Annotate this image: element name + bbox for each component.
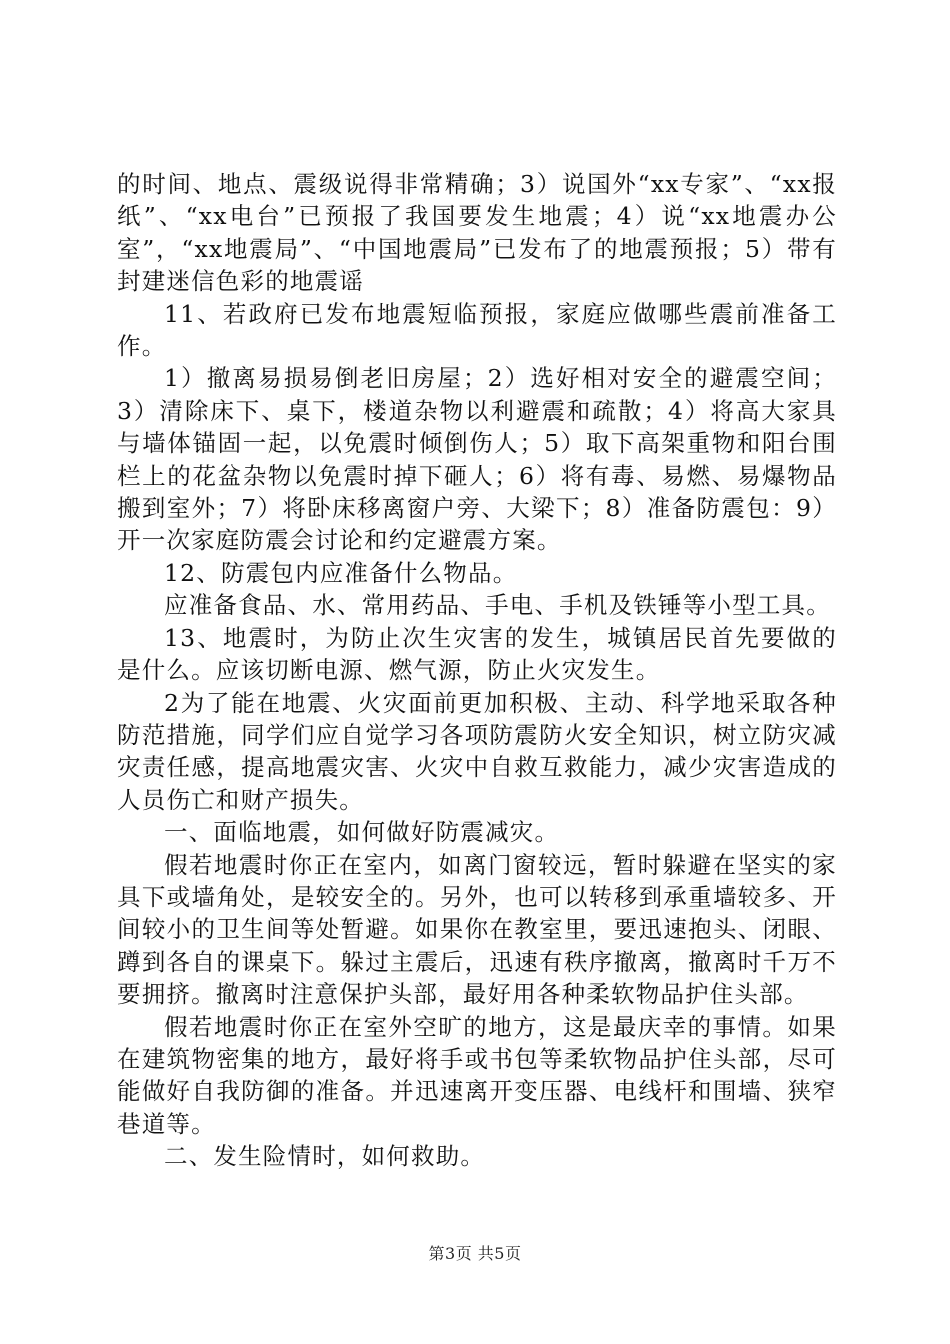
- paragraph-answer-11: 1）撤离易损易倒老旧房屋；2）选好相对安全的避震空间；3）清除床下、桌下，楼道杂物以利避震和疏散；4）将高大家具与墙体锚固一起，以免震时倾倒伤人；5）取下高架重物和阳台围栏上的花盆杂物以免震时掉下砸人；6）将有毒、易燃、易爆物品搬到室外；7）将卧床移离窗户旁、大梁下；8）准备防震包：9）开一次家庭防震会讨论和约定避震方案。: [117, 364, 837, 555]
- paragraph-section-2-intro: 2为了能在地震、火灾面前更加积极、主动、科学地采取各种防范措施，同学们应自觉学习各项防震防火安全知识，树立防灾减灾责任感，提高地震灾害、火灾中自救互救能力，减少灾害造成的人员伤亡和财产损失。: [117, 688, 837, 814]
- paragraph-outdoor-earthquake: 假若地震时你正在室外空旷的地方，这是最庆幸的事情。如果在建筑物密集的地方，最好将手或书包等柔软物品护住头部，尽可能做好自我防御的准备。并迅速离开变压器、电线杆和围墙、狭窄巷道等。: [117, 1012, 837, 1138]
- paragraph-indoor-earthquake: 假若地震时你正在室内，如离门窗较远，暂时躲避在坚实的家具下或墙角处，是较安全的。另外，也可以转移到承重墙较多、开间较小的卫生间等处暂避。如果你在教室里，要迅速抱头、闭眼、蹲到各自的课桌下。躲过主震后，迅速有秩序撤离，撤离时千万不要拥挤。撤离时注意保护头部，最好用各种柔软物品护住头部。: [117, 850, 837, 1009]
- paragraph-question-13: 13、地震时，为防止次生灾害的发生，城镇居民首先要做的是什么。应该切断电源、燃气源，防止火灾发生。: [117, 623, 837, 685]
- document-body: [117, 168, 837, 1173]
- heading-section-one: 一、面临地震，如何做好防震减灾。: [164, 818, 560, 847]
- page-number-footer: 第3页 共5页: [428, 1244, 522, 1263]
- paragraph-question-12: 12、防震包内应准备什么物品。: [164, 558, 518, 587]
- paragraph-rumor-criteria-continued: 的时间、地点、震级说得非常精确；3）说国外“xx专家”、“xx报纸”、“xx电台”已预报了我国要发生地震；4）说“xx地震办公室”，“xx地震局”、“中国地震局”已发布了的地震预报；5）带有封建迷信色彩的地震谣: [117, 170, 837, 296]
- paragraph-question-11: 11、若政府已发布地震短临预报，家庭应做哪些震前准备工作。: [117, 299, 837, 361]
- paragraph-answer-12: 应准备食品、水、常用药品、手电、手机及铁锤等小型工具。: [164, 591, 831, 620]
- heading-section-two: 二、发生险情时，如何救助。: [164, 1142, 486, 1171]
